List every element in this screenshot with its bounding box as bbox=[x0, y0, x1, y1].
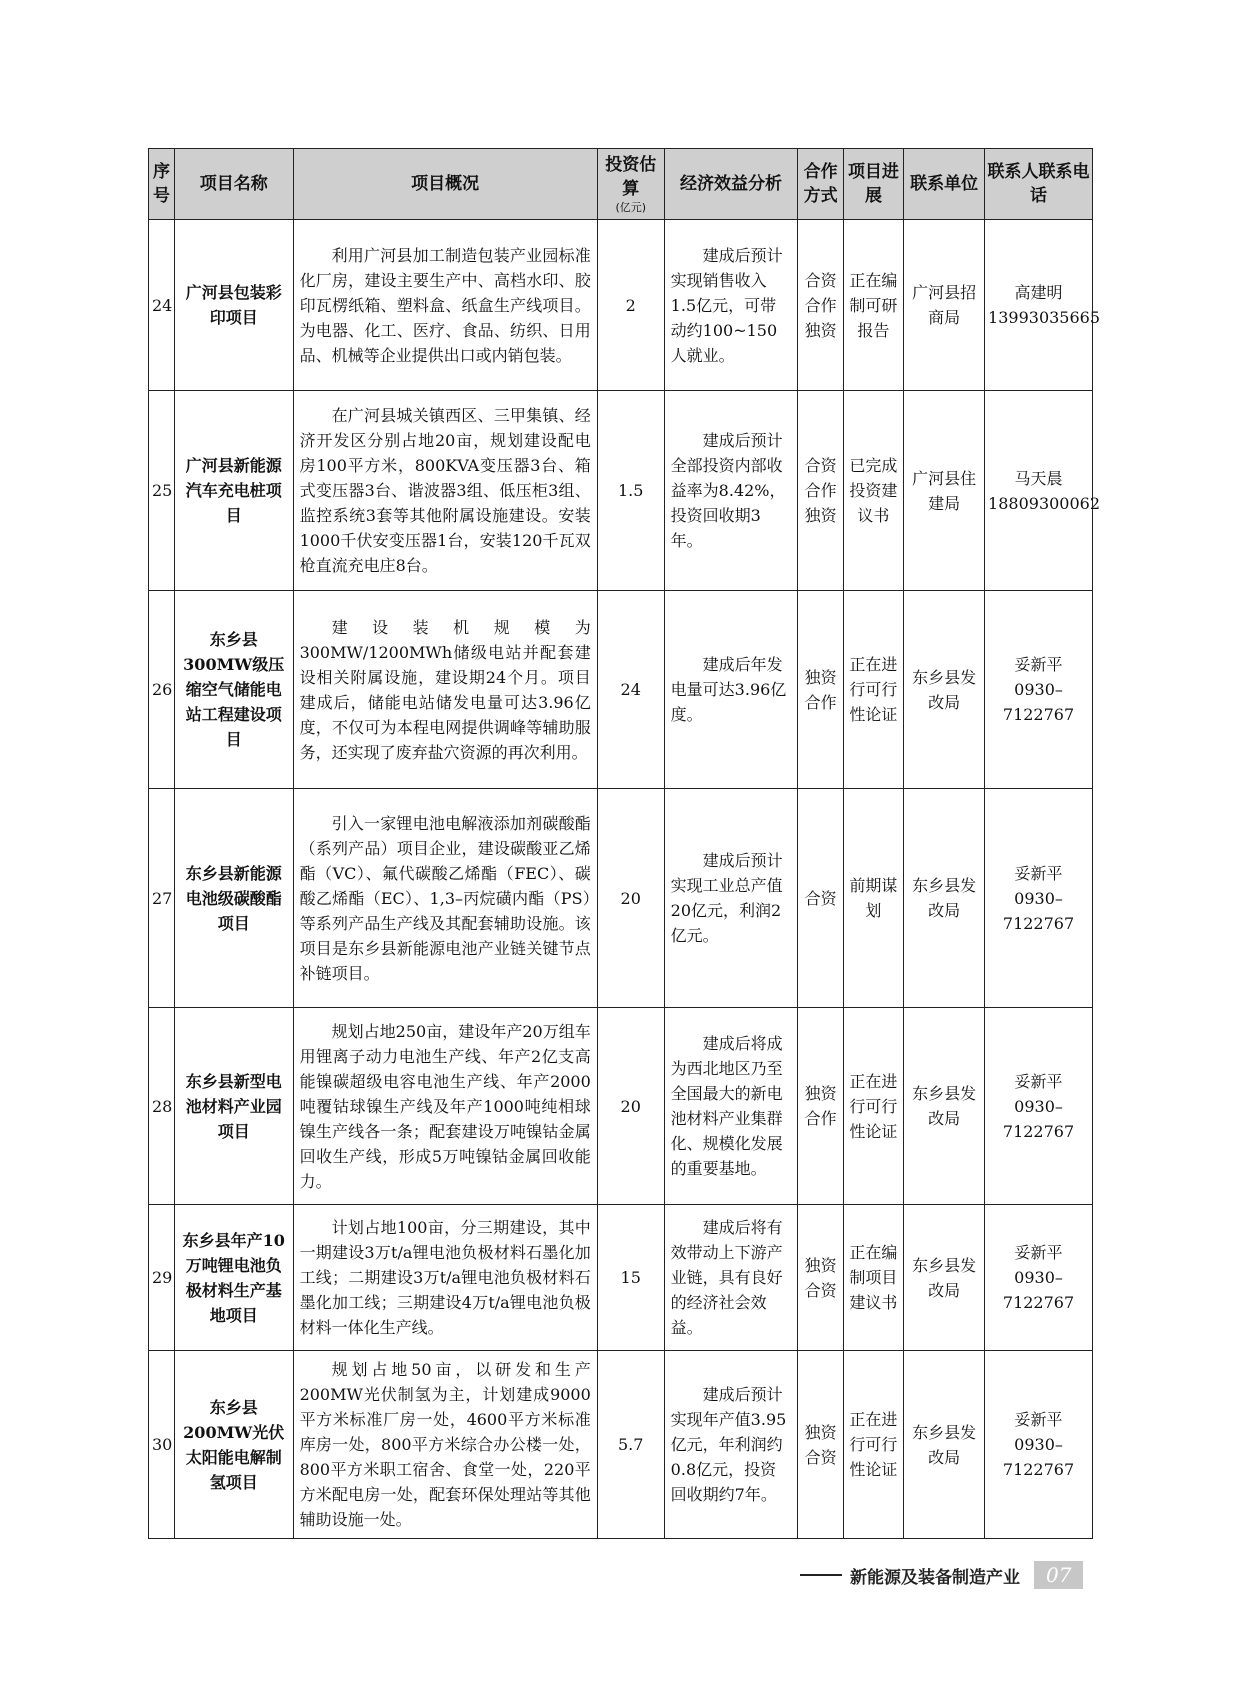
cell-project-name: 东乡县新能源电池级碳酸酯项目 bbox=[174, 789, 293, 1008]
contact-phone: 0930–7122767 bbox=[1002, 680, 1075, 724]
cell-progress: 正在进行可行性论证 bbox=[843, 591, 903, 789]
cell-overview bbox=[293, 1351, 597, 1539]
contact-phone: 13993035665 bbox=[988, 308, 1101, 327]
cell-contact bbox=[985, 220, 1101, 391]
cell-benefit bbox=[664, 1008, 798, 1205]
page-footer bbox=[800, 1560, 1083, 1590]
overview-text: 建设装机规模为300MW/1200MWh储级电站并配套建设相关附属设施，建设期24个月。项目建成后，储能电站储发电量可达3.96亿度，不仅可为本程电网提供调峰等辅助服务，还实现了废弃盐穴资源的再次利用。 bbox=[299, 617, 591, 762]
footer-dash bbox=[800, 1574, 842, 1576]
cell-investment: 24 bbox=[597, 591, 664, 789]
header-coop: 合作方式 bbox=[798, 149, 843, 220]
cell-contact bbox=[985, 789, 1093, 1008]
header-unit: 联系单位 bbox=[904, 149, 985, 220]
table-header-row bbox=[149, 149, 1093, 220]
cell-overview bbox=[293, 1008, 597, 1205]
header-investment-label: 投资估算 bbox=[605, 155, 657, 199]
cell-unit: 东乡县发改局 bbox=[904, 789, 985, 1008]
cell-overview bbox=[293, 391, 597, 591]
cell-progress: 正在进行可行性论证 bbox=[843, 1008, 903, 1205]
header-benefit: 经济效益分析 bbox=[664, 149, 798, 220]
cell-investment: 20 bbox=[597, 789, 664, 1008]
header-investment-unit: (亿元) bbox=[615, 201, 647, 214]
header-overview: 项目概况 bbox=[293, 149, 597, 220]
table-row bbox=[149, 391, 1093, 591]
cell-overview bbox=[293, 789, 597, 1008]
contact-name: 高建明 bbox=[1014, 283, 1063, 302]
cell-investment: 15 bbox=[597, 1205, 664, 1351]
cell-contact bbox=[985, 591, 1093, 789]
cell-no: 30 bbox=[149, 1351, 175, 1539]
table-row bbox=[149, 1008, 1093, 1205]
cell-coop: 独资合资 bbox=[798, 1351, 843, 1539]
cell-unit: 东乡县发改局 bbox=[904, 1205, 985, 1351]
overview-text: 规划占地50亩，以研发和生产200MW光伏制氢为主，计划建成9000平方米标准厂房一处，4600平方米标准库房一处，800平方米综合办公楼一处，800平方米职工宿舍、食堂一处，220平方米配电房一处，配套环保处理站等其他辅助设施一处。 bbox=[299, 1360, 591, 1529]
contact-phone: 0930–7122767 bbox=[1002, 1096, 1075, 1141]
cell-project-name: 东乡县新型电池材料产业园项目 bbox=[174, 1008, 293, 1205]
cell-progress: 正在编制可研报告 bbox=[843, 220, 903, 391]
overview-text: 利用广河县加工制造包装产业园标准化厂房，建设主要生产中、高档水印、胶印瓦楞纸箱、塑料盒、纸盒生产线项目。为电器、化工、医疗、食品、纺织、日用品、机械等企业提供出口或内销包装。 bbox=[299, 245, 591, 365]
benefit-text: 建成后将有效带动上下游产业链，具有良好的经济社会效益。 bbox=[670, 1218, 783, 1337]
cell-unit: 广河县住建局 bbox=[904, 391, 985, 591]
cell-unit: 东乡县发改局 bbox=[904, 591, 985, 789]
header-name: 项目名称 bbox=[174, 149, 293, 220]
cell-benefit bbox=[664, 391, 798, 591]
cell-coop: 独资合作 bbox=[798, 591, 843, 789]
cell-progress: 正在编制项目建议书 bbox=[843, 1205, 903, 1351]
project-table-container bbox=[148, 148, 1101, 1539]
contact-phone: 0930–7122767 bbox=[1002, 1435, 1075, 1479]
table-row bbox=[149, 220, 1093, 391]
cell-unit: 东乡县发改局 bbox=[904, 1351, 985, 1539]
cell-contact bbox=[985, 1351, 1093, 1539]
benefit-text: 建成后预计实现工业总产值20亿元，利润2亿元。 bbox=[670, 851, 783, 945]
header-investment bbox=[597, 149, 664, 220]
cell-coop: 合资合作独资 bbox=[798, 391, 843, 591]
cell-investment: 1.5 bbox=[597, 391, 664, 591]
cell-coop: 独资合作 bbox=[798, 1008, 843, 1205]
cell-benefit bbox=[664, 591, 798, 789]
cell-progress: 已完成投资建议书 bbox=[843, 391, 903, 591]
contact-name: 妥新平 bbox=[1014, 1071, 1063, 1091]
cell-investment: 5.7 bbox=[597, 1351, 664, 1539]
cell-coop: 独资合资 bbox=[798, 1205, 843, 1351]
cell-overview bbox=[293, 591, 597, 789]
footer-section-title: 新能源及装备制造产业 bbox=[850, 1567, 1020, 1588]
cell-coop: 合资合作独资 bbox=[798, 220, 843, 391]
cell-benefit bbox=[664, 1351, 798, 1539]
cell-project-name: 东乡县200MW光伏太阳能电解制氢项目 bbox=[174, 1351, 293, 1539]
cell-overview bbox=[293, 1205, 597, 1351]
cell-investment: 20 bbox=[597, 1008, 664, 1205]
cell-contact bbox=[985, 1205, 1093, 1351]
benefit-text: 建成后年发电量可达3.96亿度。 bbox=[670, 655, 787, 724]
cell-project-name: 广河县新能源汽车充电桩项目 bbox=[174, 391, 293, 591]
cell-no: 25 bbox=[149, 391, 175, 591]
contact-phone: 18809300062 bbox=[988, 493, 1101, 513]
cell-benefit bbox=[664, 1205, 798, 1351]
contact-name: 妥新平 bbox=[1014, 655, 1063, 674]
cell-unit: 广河县招商局 bbox=[904, 220, 985, 391]
benefit-text: 建成后预计实现年产值3.95亿元，年利润约0.8亿元，投资回收期约7年。 bbox=[670, 1385, 787, 1504]
cell-no: 28 bbox=[149, 1008, 175, 1205]
table-row bbox=[149, 789, 1093, 1008]
cell-project-name: 东乡县300MW级压缩空气储能电站工程建设项目 bbox=[174, 591, 293, 789]
cell-contact bbox=[985, 1008, 1093, 1205]
table-row bbox=[149, 591, 1093, 789]
benefit-text: 建成后将成为西北地区乃至全国最大的新电池材料产业集群化、规模化发展的重要基地。 bbox=[670, 1034, 783, 1178]
contact-name: 妥新平 bbox=[1014, 1243, 1063, 1262]
table-row bbox=[149, 1351, 1093, 1539]
cell-benefit bbox=[664, 220, 798, 391]
overview-text: 在广河县城关镇西区、三甲集镇、经济开发区分别占地20亩，规划建设配电房100平方米，800KVA变压器3台、箱式变压器3台、谐波器3组、低压柜3组、监控系统3套等其他附属设施建设。安装1000千伏安变压器1台，安装120千瓦双枪直流充电庄8台。 bbox=[299, 406, 591, 575]
cell-project-name: 东乡县年产10万吨锂电池负极材料生产基地项目 bbox=[174, 1205, 293, 1351]
contact-name: 妥新平 bbox=[1014, 1410, 1063, 1429]
cell-benefit bbox=[664, 789, 798, 1008]
cell-unit: 东乡县发改局 bbox=[904, 1008, 985, 1205]
contact-phone: 0930–7122767 bbox=[1002, 1268, 1075, 1312]
overview-text: 规划占地250亩，建设年产20万组车用锂离子动力电池生产线、年产2亿支高能镍碳超级电容电池生产线、年产2000吨覆钴球镍生产线及年产1000吨纯相球镍生产线各一条；配套建设万吨镍钴金属回收生产线，形成5万吨镍钴金属回收能力。 bbox=[299, 1021, 591, 1191]
cell-investment: 2 bbox=[597, 220, 664, 391]
cell-no: 26 bbox=[149, 591, 175, 789]
table-row bbox=[149, 1205, 1093, 1351]
contact-phone: 0930–7122767 bbox=[1002, 888, 1075, 933]
overview-text: 引入一家锂电池电解液添加剂碳酸酯（系列产品）项目企业，建设碳酸亚乙烯酯（VC）、氟代碳酸乙烯酯（FEC）、碳酸乙烯酯（EC）、1,3–丙烷磺内酯（PS）等系列产品生产线及其配套辅助设施。该项目是东乡县新能源电池产业链关键节点补链项目。 bbox=[299, 813, 591, 983]
header-contact: 联系人联系电话 bbox=[985, 149, 1093, 220]
cell-progress: 前期谋划 bbox=[843, 789, 903, 1008]
header-progress: 项目进展 bbox=[843, 149, 903, 220]
cell-no: 27 bbox=[149, 789, 175, 1008]
cell-coop: 合资 bbox=[798, 789, 843, 1008]
overview-text: 计划占地100亩，分三期建设，其中一期建设3万t/a锂电池负极材料石墨化加工线；二期建设3万t/a锂电池负极材料石墨化加工线；三期建设4万t/a锂电池负极材料一体化生产线。 bbox=[299, 1218, 591, 1337]
benefit-text: 建成后预计全部投资内部收益率为8.42%，投资回收期3年。 bbox=[670, 431, 786, 550]
cell-project-name: 广河县包装彩印项目 bbox=[174, 220, 293, 391]
cell-progress: 正在进行可行性论证 bbox=[843, 1351, 903, 1539]
cell-no: 24 bbox=[149, 220, 175, 391]
contact-name: 妥新平 bbox=[1014, 863, 1063, 883]
benefit-text: 建成后预计实现销售收入1.5亿元，可带动约100~150人就业。 bbox=[670, 245, 783, 365]
header-seq: 序号 bbox=[149, 149, 175, 220]
project-table bbox=[148, 148, 1101, 1539]
cell-overview bbox=[293, 220, 597, 391]
page-number: 07 bbox=[1034, 1561, 1083, 1589]
contact-name: 马天晨 bbox=[1014, 468, 1063, 488]
cell-contact bbox=[985, 391, 1101, 591]
cell-no: 29 bbox=[149, 1205, 175, 1351]
